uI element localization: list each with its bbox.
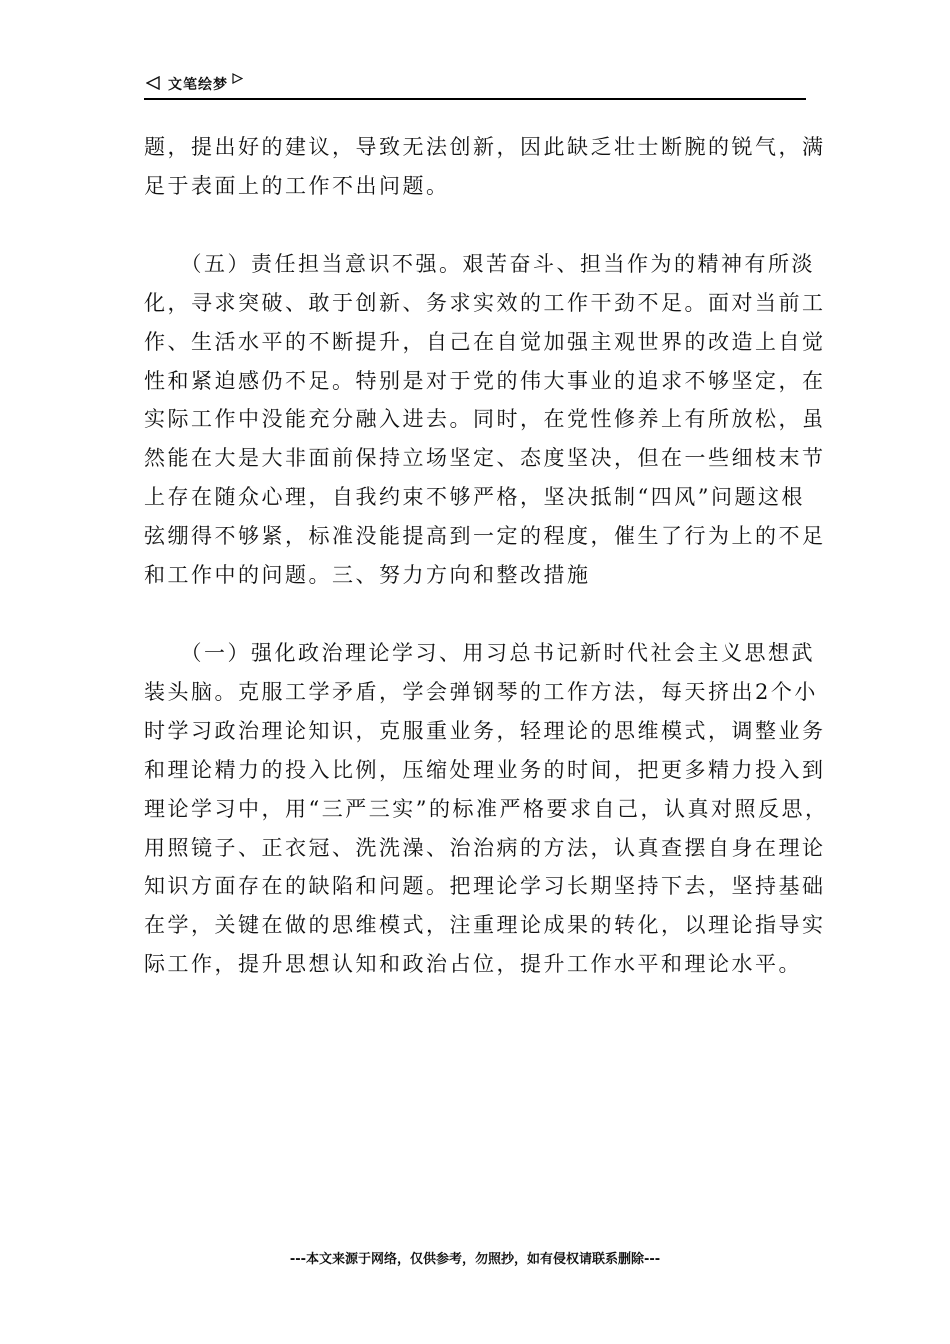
text-line: 装头脑。克服工学矛盾，学会弹钢琴的工作方法，每天挤出2个小 — [144, 679, 818, 704]
text-line: 和工作中的问题。三、努力方向和整改措施 — [144, 563, 591, 588]
text-line: （一）强化政治理论学习、用习总书记新时代社会主义思想武 — [144, 640, 815, 665]
text-line: 弦绷得不够紧，标准没能提高到一定的程度，催生了行为上的不足 — [144, 524, 826, 549]
page-footer-disclaimer: ---本文来源于网络，仅供参考，勿照抄，如有侵权请联系删除--- — [289, 1252, 661, 1267]
text-line: 然能在大是大非面前保持立场坚定、态度坚决，但在一些细枝末节 — [144, 446, 826, 471]
document-body — [144, 128, 829, 984]
text-line: 际工作，提升思想认知和政治占位，提升工作水平和理论水平。 — [144, 952, 802, 977]
text-line: 化，寻求突破、敢于创新、务求实效的工作干劲不足。面对当前工 — [144, 290, 826, 315]
text-line: 时学习政治理论知识，克服重业务，轻理论的思维模式，调整业务 — [144, 718, 826, 743]
paragraph-2 — [144, 245, 826, 595]
text-line: 在学，关键在做的思维模式，注重理论成果的转化，以理论指导实 — [144, 913, 826, 938]
text-line: 题，提出好的建议，导致无法创新，因此缺乏壮士断腕的锐气，满 — [144, 135, 826, 159]
text-line: （五）责任担当意识不强。艰苦奋斗、担当作为的精神有所淡 — [144, 251, 815, 276]
text-line: 用照镜子、正衣冠、洗洗澡、治治病的方法，认真查摆自身在理论 — [144, 835, 826, 860]
page-header — [144, 70, 806, 100]
text-line: 知识方面存在的缺陷和问题。把理论学习长期坚持下去，坚持基础 — [144, 874, 826, 899]
text-line: 理论学习中，用“三严三实”的标准严格要求自己，认真对照反思， — [144, 796, 829, 821]
paragraph-3 — [144, 634, 829, 984]
text-line: 上存在随众心理，自我约束不够严格，坚决抵制“四风”问题这根 — [144, 485, 805, 510]
text-line: 和理论精力的投入比例，压缩处理业务的时间，把更多精力投入到 — [144, 757, 826, 782]
text-line: 足于表面上的工作不出问题。 — [144, 173, 450, 198]
paragraph-1 — [144, 128, 826, 206]
text-line: 实际工作中没能充分融入进去。同时，在党性修养上有所放松，虽 — [144, 407, 826, 432]
text-line: 作、生活水平的不断提升，自己在自觉加强主观世界的改造上自觉 — [144, 329, 826, 354]
text-line: 性和紧迫感仍不足。特别是对于党的伟大事业的追求不够坚定，在 — [144, 368, 826, 393]
triangle-left-icon — [146, 76, 160, 90]
triangle-right-icon — [232, 73, 243, 84]
brand-title: 文笔绘梦 — [168, 77, 228, 93]
